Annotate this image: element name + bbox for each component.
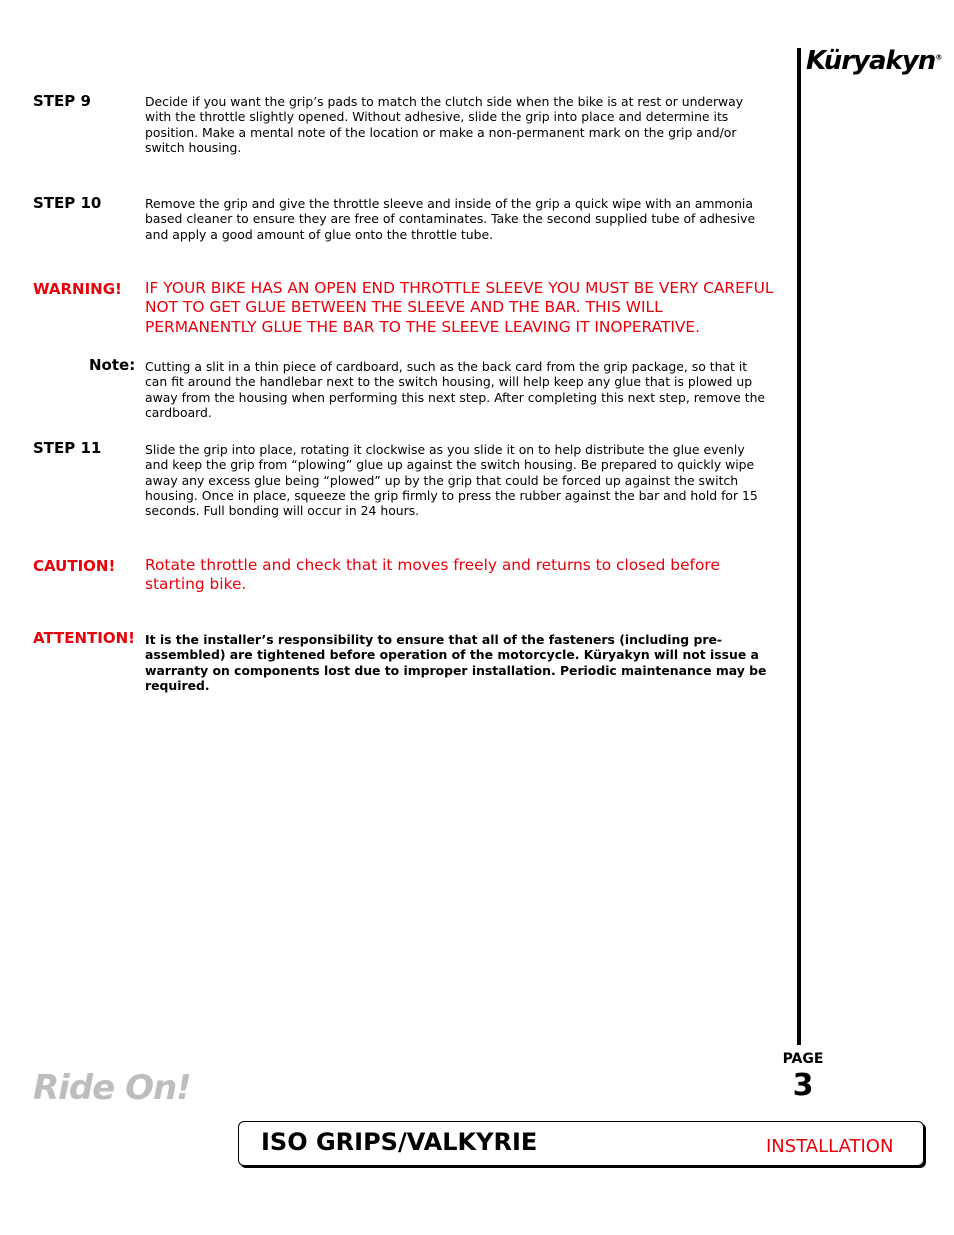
slogan: Ride On! <box>33 1068 191 1108</box>
attention-text: It is the installer’s responsibility to ensure that all of the fasteners (including pre-assembled) are tightened before operation of the motorcycle. Küryakyn will not issue a warranty on components lost due to improper installation. Periodic maintenance may be required. <box>145 632 767 693</box>
brand-trademark: ® <box>935 53 943 62</box>
page-label: PAGE <box>782 1051 824 1067</box>
brand-logo <box>806 46 942 76</box>
attention-label: ATTENTION! <box>33 629 136 647</box>
step-10-label: STEP 10 <box>33 194 102 212</box>
vertical-rule <box>797 48 801 1045</box>
step-11-text: Slide the grip into place, rotating it clockwise as you slide it on to help distribute the glue evenly and keep the grip from “plowing” glue up against the switch housing. Be prepared to quickly wipe away any excess glue being “plowed” up by the grip that could be forced up against the switch housing. Once in place, squeeze the grip firmly to press the rubber against the bar and hold for 15 seconds. Full bonding will occur in 24 hours. <box>145 442 758 519</box>
footer-title: ISO GRIPS/VALKYRIE <box>261 1128 538 1156</box>
brand-name: Küryakyn <box>806 46 936 76</box>
note-text: Cutting a slit in a thin piece of cardboard, such as the back card from the grip package, so that it can fit around the handlebar next to the switch housing, will help keep any glue that is plowed up away from the housing when performing this next step. After completing this next step, remove the cardboard. <box>145 359 766 420</box>
step-9-text: Decide if you want the grip’s pads to match the clutch side when the bike is at rest or underway with the throttle slightly opened. Without adhesive, slide the grip into place and determine its position. Make a mental note of the location or make a non-permanent mark on the grip and/or switch housing. <box>145 94 744 155</box>
step-9-label: STEP 9 <box>33 92 91 110</box>
warning-text: IF YOUR BIKE HAS AN OPEN END THROTTLE SLEEVE YOU MUST BE VERY CAREFUL NOT TO GET GLUE BETWEEN THE SLEEVE AND THE BAR. THIS WILL PERMANENTLY GLUE THE BAR TO THE SLEEVE LEAVING IT INOPERATIVE. <box>145 279 774 336</box>
footer-subtitle: INSTALLATION <box>766 1136 894 1157</box>
page-number: 3 <box>792 1068 814 1103</box>
caution-text: Rotate throttle and check that it moves freely and returns to closed before starting bike. <box>145 556 720 594</box>
step-11-label: STEP 11 <box>33 439 102 457</box>
caution-label: CAUTION! <box>33 557 116 575</box>
step-10-text: Remove the grip and give the throttle sleeve and inside of the grip a quick wipe with an ammonia based cleaner to ensure they are free of contaminates. Take the second supplied tube of adhesive and apply a good amount of glue onto the throttle tube. <box>145 196 756 242</box>
note-label: Note: <box>89 356 136 374</box>
warning-label: WARNING! <box>33 280 122 298</box>
